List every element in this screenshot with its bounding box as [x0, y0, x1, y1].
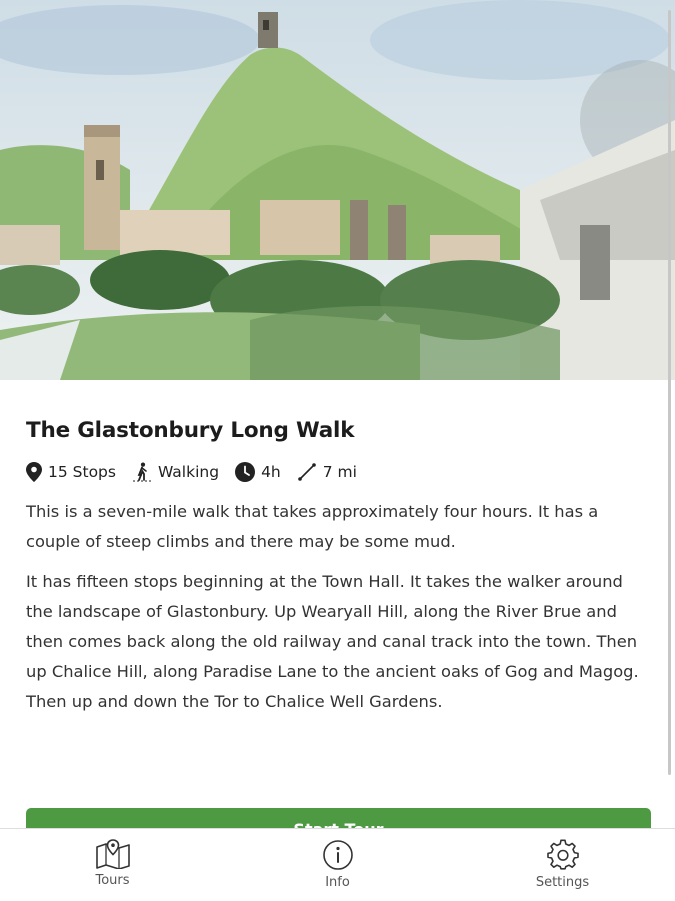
nav-item-tours[interactable] [0, 829, 225, 901]
nav-item-info[interactable] [225, 829, 450, 901]
info-icon [322, 839, 354, 871]
description-paragraph: This is a seven-mile walk that takes approximately four hours. It has a couple of steep climbs and there may be some mud. [26, 502, 599, 551]
stops-info [26, 462, 116, 482]
distance-icon [297, 462, 317, 482]
scrollbar[interactable] [668, 10, 671, 775]
nav-label-info: Info [325, 875, 350, 890]
tour-details [26, 418, 654, 717]
nav-label-tours: Tours [95, 873, 130, 888]
mode-info [132, 462, 219, 482]
duration-label: 4h [261, 463, 281, 481]
map-icon [95, 839, 131, 869]
clock-icon [235, 462, 255, 482]
location-pin-icon [26, 462, 42, 482]
distance-label: 7 mi [322, 463, 357, 481]
nav-item-settings[interactable] [450, 829, 675, 901]
gear-icon [547, 839, 579, 871]
description-paragraph: It has fifteen stops beginning at the Town Hall. It takes the walker around the landscape of Glastonbury. Up Wearyall Hill, along the River Brue and then comes back along the old railway and canal track into the town. Then up Chalice Hill, along Paradise Lane to the ancient oaks of Gog and Magog. Then up and down the Tor to Chalice Well Gardens. [26, 572, 639, 711]
stops-label: 15 Stops [48, 463, 116, 481]
mode-label: Walking [157, 463, 220, 481]
duration-info [235, 462, 281, 482]
walking-icon [132, 462, 152, 482]
hero-image [0, 0, 675, 380]
distance-info [297, 462, 357, 482]
bottom-navigation [0, 828, 675, 901]
tour-title: The Glastonbury Long Walk [26, 418, 355, 443]
tour-meta [26, 459, 654, 485]
nav-label-settings: Settings [535, 875, 590, 890]
